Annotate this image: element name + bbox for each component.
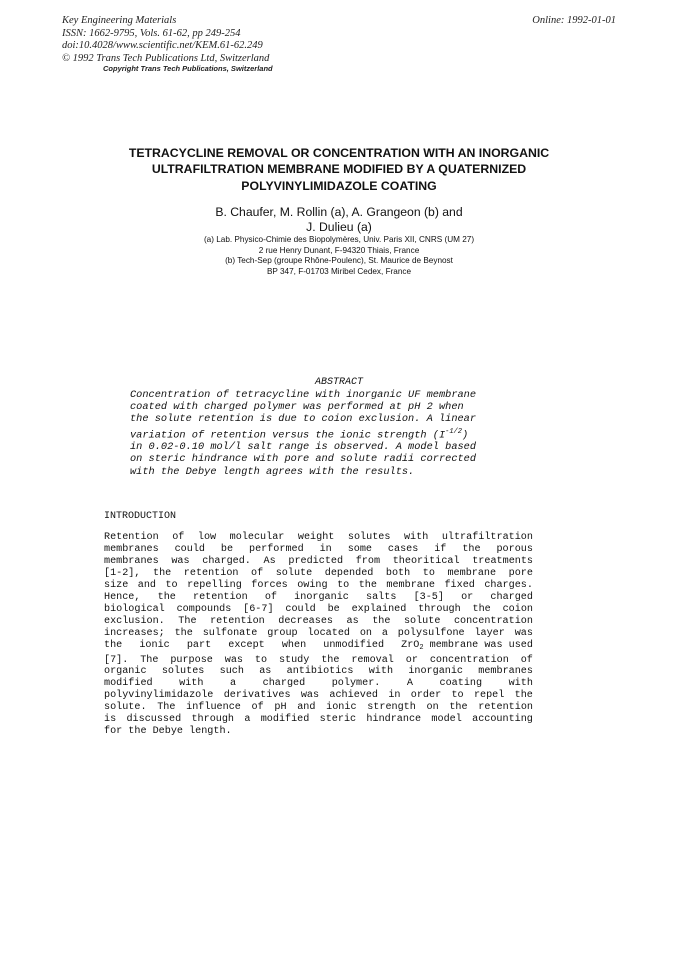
word: weight [297, 532, 335, 543]
abstract-line-end: ) [461, 429, 469, 442]
word: membrane [386, 579, 435, 591]
affiliation-line: (b) Tech-Sep (groupe Rhône-Poulenc), St. Maurice de Beynost [225, 256, 453, 266]
word: be [327, 603, 340, 615]
doi-line: doi:10.4028/www.scientific.net/KEM.61-62.249 [62, 40, 263, 51]
word: salts [366, 591, 397, 603]
word: the [104, 639, 123, 651]
word: repelling [187, 579, 242, 591]
word: achieved [329, 690, 378, 702]
authors-line: J. Dulieu (a) [306, 219, 372, 234]
introduction-line [104, 628, 533, 640]
word: modified [260, 714, 310, 726]
word: could [285, 603, 316, 615]
word: and [137, 579, 157, 591]
journal-name: Key Engineering Materials [62, 15, 177, 26]
word: could [174, 543, 205, 555]
word: the [153, 567, 172, 579]
word: be [220, 543, 234, 555]
introduction-line [104, 726, 533, 738]
word: concentration [453, 615, 533, 627]
word: of [264, 591, 278, 603]
word: performed [249, 543, 304, 555]
word: was [300, 690, 320, 702]
introduction-line [104, 714, 533, 726]
affiliations [60, 235, 618, 277]
word: the [472, 603, 491, 615]
word: repel [473, 690, 505, 702]
word: molecular [229, 532, 285, 543]
word: layer [474, 627, 505, 639]
word: when [281, 639, 307, 651]
abstract-line: with the Debye length agrees with the results. [130, 465, 415, 478]
word: [3-5] [413, 591, 444, 603]
word: theoritical [392, 555, 460, 567]
word: retention [210, 615, 265, 627]
word: through [418, 603, 461, 615]
word: except [228, 639, 265, 651]
word: ionic [326, 702, 357, 714]
word: of [520, 654, 533, 666]
word: or [405, 654, 418, 666]
word: coating [439, 678, 483, 690]
word: as [346, 615, 359, 627]
word: solute [275, 567, 313, 579]
word: strength [367, 702, 416, 714]
word: increases; [104, 627, 165, 639]
introduction-line [104, 568, 533, 580]
word: accounting [472, 714, 533, 726]
word: inorganic [294, 591, 349, 603]
word: derivatives [223, 690, 291, 702]
word: retention [193, 591, 248, 603]
introduction-line [104, 678, 533, 690]
word: and [297, 702, 316, 714]
word: pH [274, 702, 287, 714]
paper-title [60, 145, 618, 194]
word: the [321, 654, 340, 666]
word: some [347, 543, 372, 555]
word: solutes [347, 532, 391, 543]
word: low [197, 532, 217, 543]
word: with [179, 678, 204, 690]
word: unmodified [323, 639, 385, 651]
word: or [461, 591, 474, 603]
word: porous [496, 543, 533, 555]
word: the [358, 579, 377, 591]
introduction-line [104, 556, 533, 568]
word: in [319, 543, 332, 555]
word: biological [104, 603, 165, 615]
word: The [140, 654, 159, 666]
word: retention [183, 567, 239, 579]
word: fixed [444, 579, 475, 591]
abstract-line: Concentration of tetracycline with inorganic UF membrane [130, 389, 477, 401]
introduction-line [104, 616, 533, 628]
affiliation-line: (a) Lab. Physico-Chimie des Biopolymères, Univ. Paris XII, CNRS (UM 27) [203, 235, 475, 244]
word: charged. [202, 555, 251, 567]
word: owing [297, 579, 328, 591]
word: polysulfone [397, 627, 465, 639]
copyright-line: © 1992 Trans Tech Publications Ltd, Switzerland [62, 52, 270, 64]
introduction-line [104, 702, 533, 714]
word: group [267, 627, 298, 639]
word: exclusion. [104, 615, 165, 627]
word: of [251, 567, 264, 579]
issn-line: ISSN: 1662-9795, Vols. 61-62, pp 249-254 [62, 27, 241, 39]
word: solutes [161, 666, 205, 678]
authors-line: B. Chaufer, M. Rollin (a), A. Grangeon (b) and [215, 205, 463, 219]
word: modified [104, 678, 153, 690]
word: organic [104, 666, 147, 678]
journal-meta [62, 15, 269, 65]
introduction-line [104, 666, 533, 678]
word: study [278, 654, 310, 666]
word: with [403, 532, 429, 543]
word: model [431, 714, 462, 726]
word: both [385, 567, 411, 579]
word: such [219, 666, 244, 678]
word: [7]. [104, 654, 129, 666]
title-line: TETRACYCLINE REMOVAL OR CONCENTRATION WITH AN INORGANIC [128, 146, 550, 160]
word: was [224, 654, 243, 666]
word: from [355, 555, 381, 567]
word: membranes [478, 666, 533, 678]
abstract-line: the solute retention is due to coion exclusion. A linear [130, 413, 477, 426]
word: predicted [288, 555, 344, 567]
word: through [191, 714, 235, 726]
word: purpose [170, 654, 213, 666]
word: discussed [126, 714, 182, 726]
affiliation-line: 2 rue Henry Dunant, F-94320 Thiais, France [258, 245, 420, 255]
word: retention [478, 702, 533, 714]
title-line: POLYVINYLIMIDAZOLE COATING [241, 178, 437, 193]
word: ultrafiltration [441, 532, 533, 543]
word: in [388, 690, 401, 702]
introduction-line [104, 544, 533, 556]
word: to [254, 654, 268, 666]
introduction-heading: INTRODUCTION [104, 511, 177, 522]
word: The [178, 615, 197, 627]
word: order [410, 690, 442, 702]
introduction-line [104, 640, 533, 655]
word: the [157, 591, 176, 603]
word: concentration [429, 654, 509, 666]
ionic-strength-exponent: -1/2 [445, 427, 462, 436]
word: charged [262, 678, 306, 690]
word: size [104, 579, 129, 591]
word: to [165, 579, 178, 591]
word: polymer. [331, 678, 381, 690]
word: the [514, 690, 533, 702]
word: part [186, 639, 212, 651]
word: membranes [104, 555, 159, 567]
abstract-line-text: variation of retention versus the ionic strength (I [130, 429, 446, 442]
abstract-line: on steric hindrance with pore and solute radii corrected [130, 453, 477, 466]
word: of [172, 532, 185, 543]
word: antibiotics [286, 666, 354, 678]
word: solute [403, 615, 441, 627]
word: the [174, 627, 193, 639]
word: treatments [472, 555, 533, 567]
introduction-body [104, 532, 533, 738]
word: A [406, 678, 413, 690]
introduction-line [104, 580, 533, 592]
word: influence [186, 702, 241, 714]
introduction-line [104, 655, 533, 667]
word: Hence, [104, 591, 141, 603]
word: a [381, 627, 388, 639]
word: pore [508, 567, 533, 579]
word: ionic [139, 639, 170, 651]
word: on [359, 627, 372, 639]
title-line: ULTRAFILTRATION MEMBRANE MODIFIED BY A QUATERNIZED [151, 162, 527, 177]
introduction-line [104, 604, 533, 616]
word: depended [324, 567, 374, 579]
word: for the Debye length. [104, 726, 232, 738]
online-date: Online: 1992-01-01 [532, 15, 616, 26]
line-end: membrane was used [423, 639, 533, 651]
word: the [449, 702, 468, 714]
word: on [426, 702, 439, 714]
abstract-heading: ABSTRACT [314, 377, 363, 388]
introduction-line [104, 532, 533, 544]
zro2-subscript: 2 [419, 643, 424, 652]
word: a [244, 714, 251, 726]
word: sulfonate [202, 627, 258, 639]
word: is [104, 714, 117, 726]
copyright-small: Copyright Trans Tech Publications, Switzerland [103, 64, 273, 73]
word: explained [351, 603, 407, 615]
introduction-line [104, 690, 533, 702]
word: Retention [104, 532, 159, 543]
word: charged [490, 591, 533, 603]
word: of [251, 702, 264, 714]
word: the [462, 543, 481, 555]
affiliation-line: BP 347, F-01703 Miribel Cedex, France [266, 266, 412, 276]
word: solute. [104, 702, 147, 714]
abstract-line: coated with charged polymer was performed at pH 2 when [130, 401, 464, 414]
word: inorganic [408, 666, 463, 678]
word: was [514, 627, 533, 639]
word: ZrO$_2$ membrane was used [401, 639, 533, 652]
word: with [368, 666, 394, 678]
word: membranes [104, 543, 159, 555]
word: a [230, 678, 237, 690]
word: charges. [484, 579, 533, 591]
word: located [307, 627, 350, 639]
word: The [157, 702, 176, 714]
abstract-line [130, 426, 476, 442]
word: compounds [176, 603, 232, 615]
word: forces [251, 579, 288, 591]
word: if [434, 543, 447, 555]
abstract-body [130, 389, 476, 478]
abstract-line: in 0.02-0.10 mol/l salt range is observed. A model based [130, 441, 477, 454]
word: with [508, 678, 533, 690]
word: the [372, 615, 391, 627]
word: cases [387, 543, 419, 555]
word: [6-7] [243, 603, 274, 615]
word: membrane [447, 567, 497, 579]
word: to [337, 579, 350, 591]
word: as [259, 666, 272, 678]
word: polyvinylimidazole [104, 690, 214, 702]
word: was [171, 555, 190, 567]
word: steric [319, 714, 357, 726]
word: coion [502, 603, 533, 615]
word: [1-2], [104, 567, 141, 579]
word: decreases [278, 615, 333, 627]
word: to [422, 567, 435, 579]
word: to [451, 690, 464, 702]
authors [60, 205, 618, 234]
introduction-line [104, 592, 533, 604]
word: removal [351, 654, 394, 666]
word: hindrance [366, 714, 422, 726]
word: As [263, 555, 276, 567]
